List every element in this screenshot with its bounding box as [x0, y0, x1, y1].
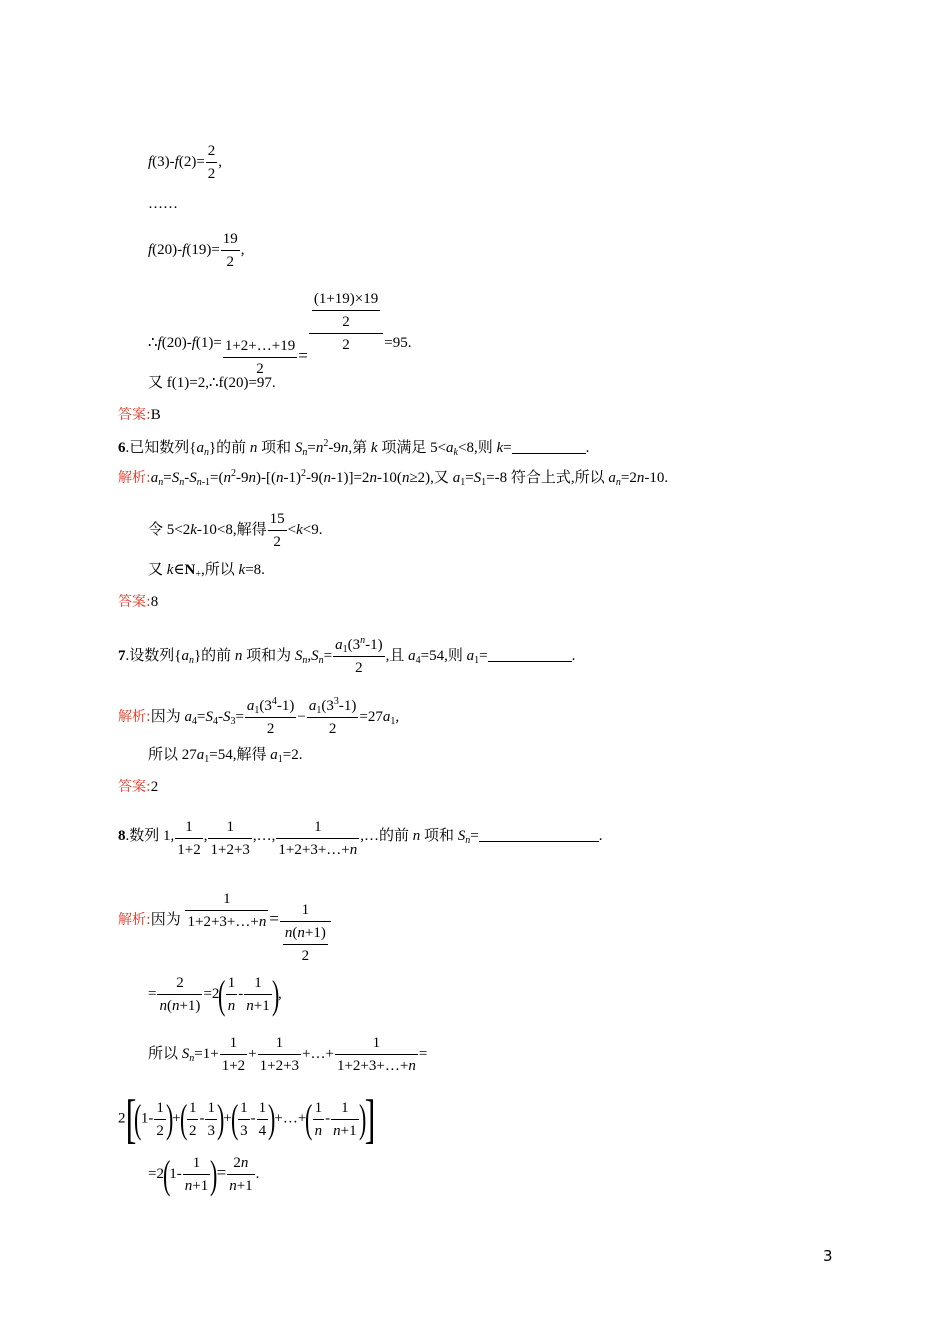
- answer-blank[interactable]: [479, 827, 599, 842]
- answer-q5: [118, 405, 161, 425]
- question-7: 7.设数列$\{a_n\}$的前 n 项和为 $S_n,S_n=$ $\frac{a_1(3^n-1)}{2}$ ,且 $a_4=54$,则 $a_1=$ .: [118, 635, 576, 676]
- line-q6-let: 令 5<2k-10<8,解得 $\frac{15}{2}$ <k<9.: [148, 508, 322, 553]
- line-q8-step4: 2[(1- $\frac{1}{2}$ )+( $\frac{1}{2}$ - $\frac{1}{3}$ )+( $\frac{1}{3}$ - $\frac{1}{4}$ )+…+( $\frac{1}{n}$ - $\frac{1}{n+1}$ )]: [118, 1089, 376, 1149]
- line-q8-step2: = $\frac{2}{n(n+1)}$ =2( $\frac{1}{n}$ - $\frac{1}{n+1}$ ),: [148, 971, 282, 1017]
- answer-value: B: [150, 407, 161, 423]
- line-q5-tail: 又 f(1)=2,∴f(20)=97.: [148, 375, 276, 391]
- line-q8-step3: 所以 $S_n=1+$ $\frac{1}{1+2}$ + $\frac{1}{1+2+3}$ +…+ $\frac{1}{1+2+3+\dots+n}$ =: [148, 1032, 427, 1077]
- analysis-label: 解析:: [118, 912, 151, 928]
- analysis-q7: 解析:因为 $a_4=S_4-S_3=$ $\frac{a_1(3^4-1)}{2}$ − $\frac{a_1(3^3-1)}{2}$ $=27a_1$,: [118, 696, 400, 737]
- line-q7-solve: 所以 $27a_1=54$,解得 $a_1=2$.: [148, 747, 303, 765]
- line-q8-result: =2(1- $\frac{1}{n+1}$ )= $\frac{2n}{n+1}$ .: [148, 1151, 260, 1197]
- question-number: 7: [118, 647, 126, 664]
- analysis-q6: 解析$:a_n=S_n-S_{n-1}=(n^2-9n)-[(n-1)^2-9(n-1)]=2n-10(n\ge 2)$,又 $a_1=S_1=-8$ 符合上式,所以 $a_n=2n-10$.: [118, 468, 669, 488]
- analysis-q8: 解析:因为 $\frac{1}{1+2+3+\dots+n}$ = $\frac{1}{\frac{n(n+1)}{2}}$: [118, 888, 332, 967]
- answer-label: 答案:: [118, 407, 151, 423]
- answer-label: 答案:: [118, 594, 151, 610]
- line-f3-f2: f(3)-f(2)= $\frac{2}{2}$ ,: [148, 140, 222, 185]
- analysis-label: 解析:: [118, 708, 151, 725]
- answer-value: 2: [150, 779, 159, 795]
- line-f20-f1: ∴f(20)-f(1)= $\frac{1+2+\dots+19}{2}$ = $\frac{\frac{(1+19)\times 19}{2}}{2}$ =95.: [148, 288, 411, 380]
- answer-blank[interactable]: [488, 647, 572, 662]
- question-number: 8: [118, 828, 126, 844]
- answer-q6: [118, 592, 158, 612]
- answer-value: 8: [150, 594, 159, 610]
- analysis-label: 解析:: [118, 470, 151, 486]
- line-f20-f19: f(20)-f(19)= $\frac{19}{2}$ ,: [148, 228, 245, 273]
- answer-label: 答案:: [118, 779, 151, 795]
- question-6: 6.已知数列$\{a_n\}$的前 n 项和 $S_n=n^2-9n$,第 k 项满足 $5<a_k<8$,则 k= .: [118, 438, 590, 458]
- answer-q7: [118, 777, 158, 797]
- line-q6-last: 又 $k\in N_+$,所以 k=8.: [148, 562, 265, 580]
- question-number: 6: [118, 440, 126, 456]
- page-number: 3: [823, 1247, 833, 1265]
- line-dots: ……: [148, 196, 178, 212]
- question-8: 8.数列 1, $\frac{1}{1+2}$ , $\frac{1}{1+2+3}$ ,…, $\frac{1}{1+2+3+\dots+n}$ ,…的前 n 项和 $S_n=$ .: [118, 816, 603, 861]
- answer-blank[interactable]: [512, 439, 586, 454]
